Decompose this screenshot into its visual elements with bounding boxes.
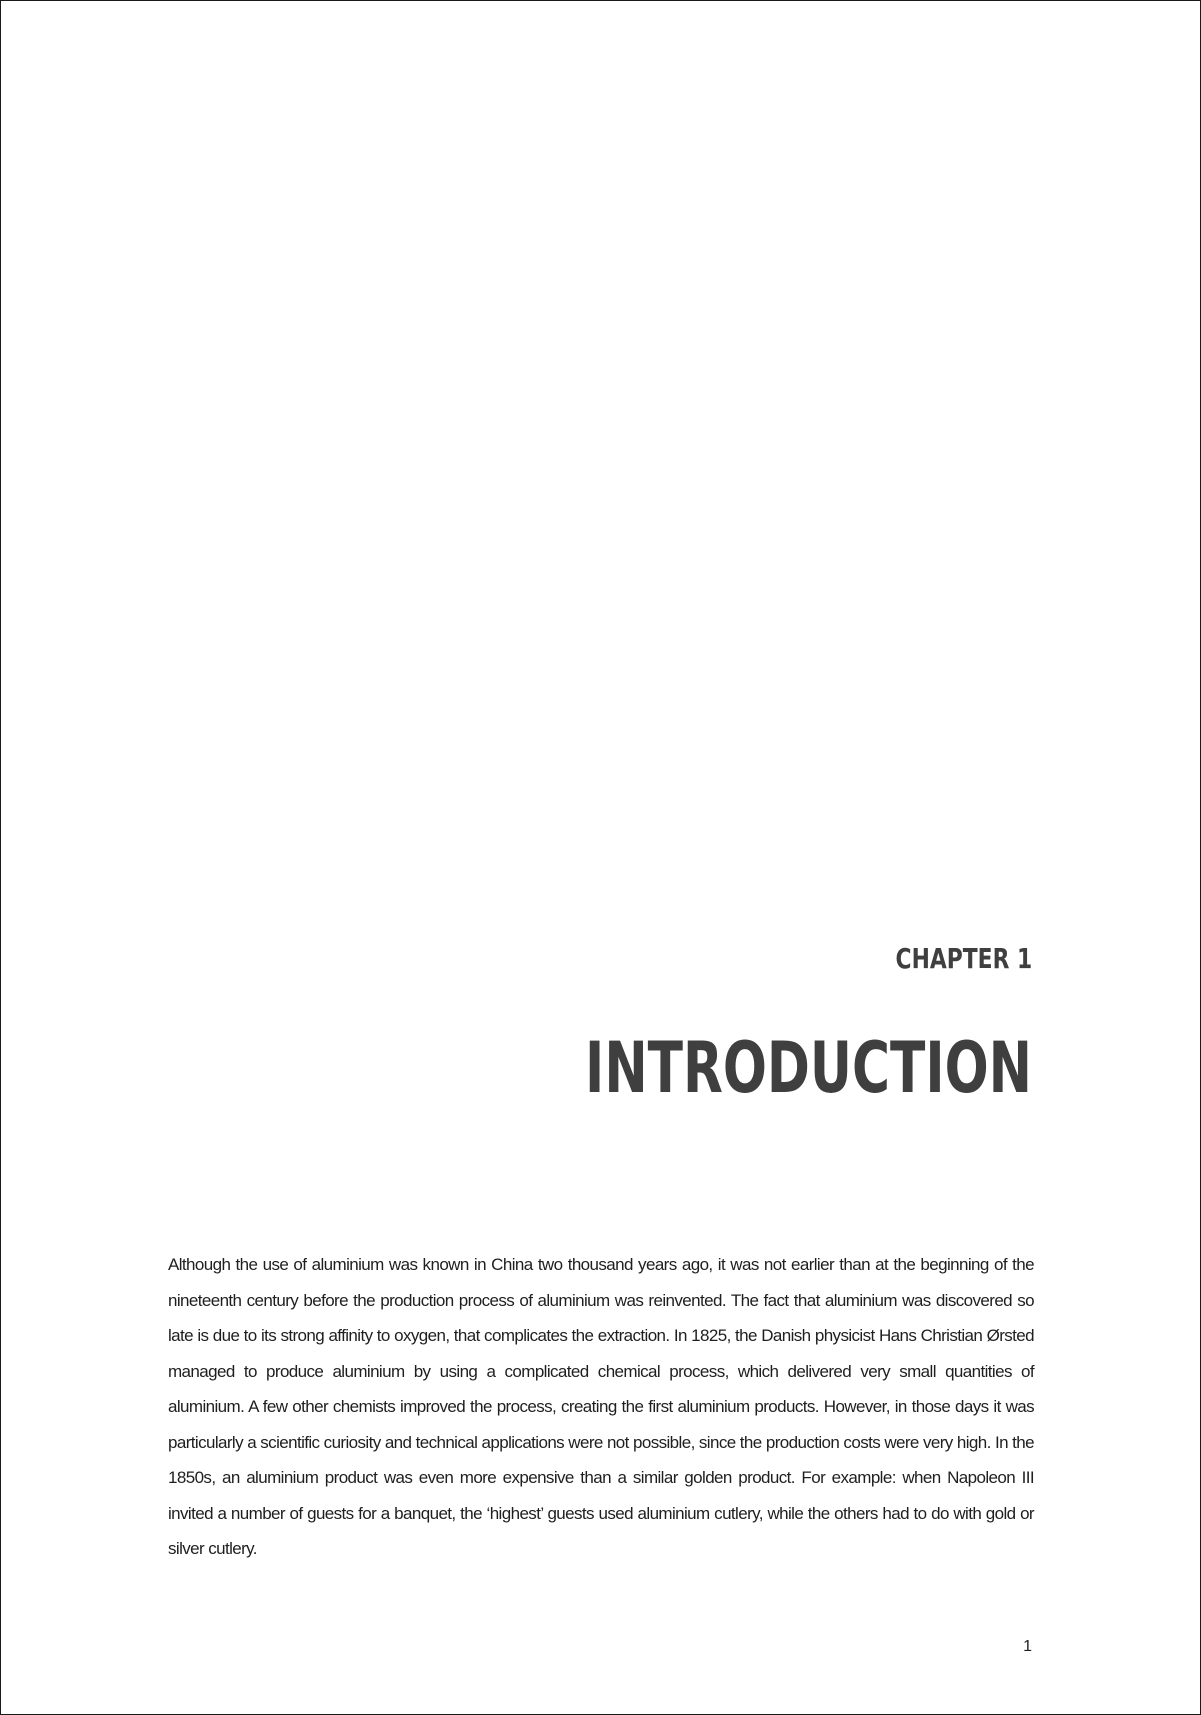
chapter-title: INTRODUCTION [585, 1027, 1032, 1109]
chapter-label: CHAPTER 1 [895, 942, 1032, 975]
page-number: 1 [1023, 1638, 1032, 1655]
body-paragraph: Although the use of aluminium was known in China two thousand years ago, it was not earlier than at the beginning of the nineteenth century before the production process of aluminium was reinvented. The fact that aluminium was discovered so late is due to its strong affinity to oxygen, that complicates the extraction. In 1825, the Danish physicist Hans Christian Ørsted managed to produce aluminium by using a complicated chemical process, which delivered very small quantities of aluminium. A few other chemists improved the process, creating the first aluminium products. However, in those days it was particularly a scientific curiosity and technical applications were not possible, since the production costs were very high. In the 1850s, an aluminium product was even more expensive than a similar golden product. For example: when Napoleon III invited a number of guests for a banquet, the ‘highest’ guests used aluminium cutlery, while the others had to do with gold or silver cutlery. [168, 1255, 1034, 1558]
